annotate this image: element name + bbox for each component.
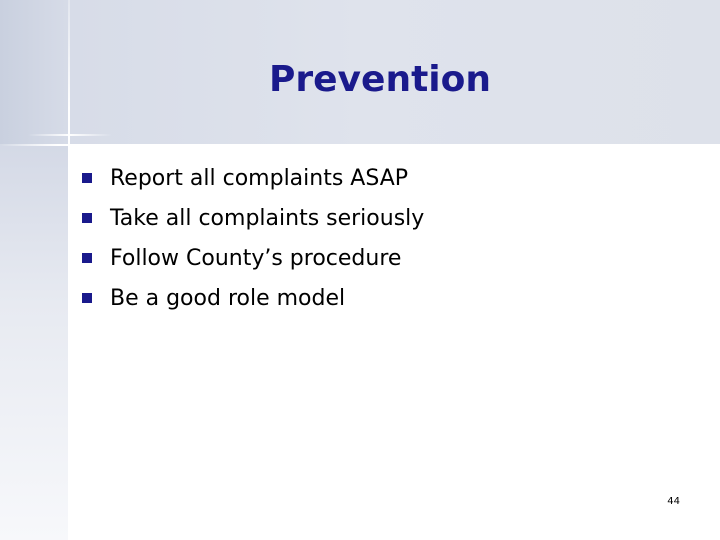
square-bullet-icon — [82, 293, 92, 303]
left-band — [0, 146, 68, 540]
sparkle-icon-vertical — [68, 100, 70, 174]
bullet-text: Report all complaints ASAP — [110, 165, 409, 191]
list-item — [78, 278, 424, 318]
bullet-text: Follow County’s procedure — [110, 245, 402, 271]
list-item — [78, 238, 424, 278]
horizontal-divider — [0, 144, 720, 146]
bullet-list — [78, 158, 424, 318]
list-item — [78, 198, 424, 238]
square-bullet-icon — [82, 173, 92, 183]
slide-title: Prevention — [269, 59, 491, 100]
square-bullet-icon — [82, 253, 92, 263]
bullet-text: Be a good role model — [110, 285, 346, 311]
sparkle-icon-horizontal — [28, 134, 112, 136]
list-item — [78, 158, 424, 198]
square-bullet-icon — [82, 213, 92, 223]
page-number: 44 — [667, 496, 680, 507]
bullet-text: Take all complaints seriously — [110, 205, 425, 231]
